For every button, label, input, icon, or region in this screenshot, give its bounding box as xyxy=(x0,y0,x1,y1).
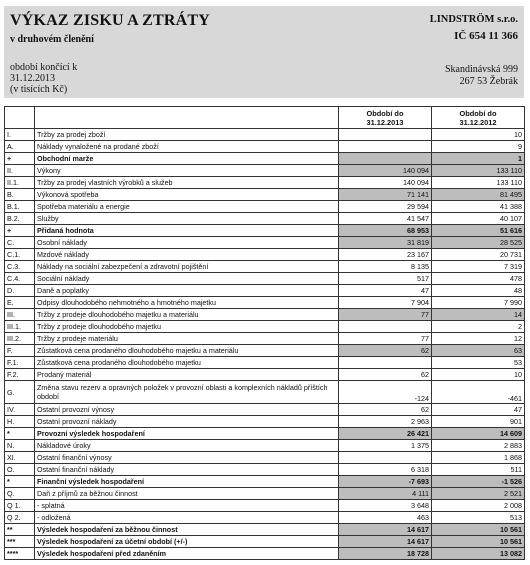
value-2013: 26 421 xyxy=(339,428,432,440)
value-2012: 47 xyxy=(432,404,525,416)
table-row xyxy=(5,201,525,213)
value-2013: 140 094 xyxy=(339,165,432,177)
row-code: II.1. xyxy=(5,177,35,189)
table-body xyxy=(5,129,525,560)
row-code: Q. xyxy=(5,488,35,500)
table-row xyxy=(5,536,525,548)
row-code: A. xyxy=(5,141,35,153)
value-2012: 20 731 xyxy=(432,249,525,261)
period-2013-label: Období do xyxy=(366,108,404,118)
value-2012: 13 082 xyxy=(432,548,525,560)
value-2012: 7 990 xyxy=(432,297,525,309)
value-2012: 133 110 xyxy=(432,165,525,177)
table-row xyxy=(5,225,525,237)
table-row xyxy=(5,189,525,201)
row-code: * xyxy=(5,428,35,440)
table-row xyxy=(5,357,525,369)
value-2013: 140 094 xyxy=(339,177,432,189)
table-row xyxy=(5,333,525,345)
row-label: Služby xyxy=(35,213,339,225)
row-label: Mzdové náklady xyxy=(35,249,339,261)
table-header-row xyxy=(5,107,525,129)
row-code: ** xyxy=(5,524,35,536)
value-2013 xyxy=(339,357,432,369)
table-row xyxy=(5,153,525,165)
row-label: Daně a poplatky xyxy=(35,285,339,297)
row-code: B.1. xyxy=(5,201,35,213)
value-2013: 517 xyxy=(339,273,432,285)
value-2013: 3 648 xyxy=(339,500,432,512)
row-label: Daň z příjmů za běžnou činnost xyxy=(35,488,339,500)
table-row xyxy=(5,500,525,512)
value-2012: 511 xyxy=(432,464,525,476)
value-2012: -461 xyxy=(432,381,525,404)
row-label: Ostatní finanční výnosy xyxy=(35,452,339,464)
table-row xyxy=(5,285,525,297)
row-label: Obchodní marže xyxy=(35,153,339,165)
value-2012: 14 xyxy=(432,309,525,321)
value-2012: 2 xyxy=(432,321,525,333)
row-code: Q 2. xyxy=(5,512,35,524)
value-2013: 23 167 xyxy=(339,249,432,261)
table-row xyxy=(5,273,525,285)
row-label: - splatná xyxy=(35,500,339,512)
row-label: Spotřeba materiálu a energie xyxy=(35,201,339,213)
table-row xyxy=(5,249,525,261)
value-2013: 77 xyxy=(339,333,432,345)
value-2013: -7 693 xyxy=(339,476,432,488)
header-label-cell xyxy=(35,107,339,129)
row-code: * xyxy=(5,476,35,488)
value-2013: 2 963 xyxy=(339,416,432,428)
value-2013: 14 617 xyxy=(339,524,432,536)
table-row xyxy=(5,129,525,141)
row-code: C.3. xyxy=(5,261,35,273)
row-label: Zůstatková cena prodaného dlouhodobého majetku a materiálu xyxy=(35,345,339,357)
value-2013 xyxy=(339,129,432,141)
row-label: - odložená xyxy=(35,512,339,524)
row-code: F.2. xyxy=(5,369,35,381)
period-units: (v tisících Kč) xyxy=(10,84,68,95)
value-2012: -1 526 xyxy=(432,476,525,488)
row-label: Výsledek hospodaření za běžnou činnost xyxy=(35,524,339,536)
period-2012-date: 31.12.2012 xyxy=(459,117,497,127)
row-label: Výsledek hospodaření před zdaněním xyxy=(35,548,339,560)
row-label: Tržby z prodeje materiálu xyxy=(35,333,339,345)
value-2012: 81 495 xyxy=(432,189,525,201)
value-2013: 68 953 xyxy=(339,225,432,237)
income-statement-table xyxy=(4,106,525,560)
row-code: G. xyxy=(5,381,35,404)
value-2013: 62 xyxy=(339,345,432,357)
value-2013: 463 xyxy=(339,512,432,524)
row-code: F. xyxy=(5,345,35,357)
row-code: III.1. xyxy=(5,321,35,333)
row-label: Osobní náklady xyxy=(35,237,339,249)
row-label: Tržby z prodeje dlouhodobého majetku xyxy=(35,321,339,333)
value-2012: 513 xyxy=(432,512,525,524)
row-label: Tržby za prodej zboží xyxy=(35,129,339,141)
row-code: + xyxy=(5,225,35,237)
row-code: C.4. xyxy=(5,273,35,285)
row-code: Q 1. xyxy=(5,500,35,512)
value-2013: 29 594 xyxy=(339,201,432,213)
row-label: Výkonová spotřeba xyxy=(35,189,339,201)
value-2012: 28 525 xyxy=(432,237,525,249)
row-label: Výsledek hospodaření za účetní období (+/-) xyxy=(35,536,339,548)
value-2012: 2 008 xyxy=(432,500,525,512)
row-code: B.2. xyxy=(5,213,35,225)
table-row xyxy=(5,416,525,428)
value-2012: 7 319 xyxy=(432,261,525,273)
row-label: Přidaná hodnota xyxy=(35,225,339,237)
address-street: Skandinávská 999 xyxy=(444,64,518,75)
row-code: C. xyxy=(5,237,35,249)
row-label: Provozní výsledek hospodaření xyxy=(35,428,339,440)
table-row xyxy=(5,452,525,464)
table-row xyxy=(5,177,525,189)
row-label: Prodaný materiál xyxy=(35,369,339,381)
value-2013: 1 375 xyxy=(339,440,432,452)
period-date: 31.12.2013 xyxy=(10,73,55,84)
row-code: **** xyxy=(5,548,35,560)
row-label: Ostatní provozní náklady xyxy=(35,416,339,428)
row-code: B. xyxy=(5,189,35,201)
table-row xyxy=(5,297,525,309)
header-period-2012 xyxy=(432,107,525,129)
row-label: Výkony xyxy=(35,165,339,177)
value-2012: 14 609 xyxy=(432,428,525,440)
value-2013: 62 xyxy=(339,404,432,416)
value-2013: 71 141 xyxy=(339,189,432,201)
row-code: + xyxy=(5,153,35,165)
value-2013: 41 547 xyxy=(339,213,432,225)
row-label: Změna stavu rezerv a opravných položek v provozní oblasti a komplexních nákladů příštích období xyxy=(35,381,339,404)
row-code: III.2. xyxy=(5,333,35,345)
value-2013: 77 xyxy=(339,309,432,321)
table-row xyxy=(5,440,525,452)
value-2013: 6 318 xyxy=(339,464,432,476)
table-row xyxy=(5,381,525,404)
row-code: *** xyxy=(5,536,35,548)
value-2013 xyxy=(339,153,432,165)
row-code: II. xyxy=(5,165,35,177)
table-row xyxy=(5,369,525,381)
row-label: Finanční výsledek hospodaření xyxy=(35,476,339,488)
value-2013: 62 xyxy=(339,369,432,381)
row-code: C.1. xyxy=(5,249,35,261)
row-code: D. xyxy=(5,285,35,297)
table-row xyxy=(5,309,525,321)
value-2012: 10 xyxy=(432,129,525,141)
table-row xyxy=(5,141,525,153)
row-code: IV. xyxy=(5,404,35,416)
value-2012: 2 883 xyxy=(432,440,525,452)
value-2012: 10 xyxy=(432,369,525,381)
table-row xyxy=(5,237,525,249)
company-id: IČ 654 11 366 xyxy=(454,30,518,42)
value-2012: 1 xyxy=(432,153,525,165)
value-2012: 10 561 xyxy=(432,536,525,548)
value-2013: 18 728 xyxy=(339,548,432,560)
value-2013: -124 xyxy=(339,381,432,404)
table-row xyxy=(5,404,525,416)
value-2012: 12 xyxy=(432,333,525,345)
table-row xyxy=(5,261,525,273)
table-row xyxy=(5,524,525,536)
table-row xyxy=(5,476,525,488)
value-2012: 133 110 xyxy=(432,177,525,189)
header-period-2013 xyxy=(339,107,432,129)
table-row xyxy=(5,428,525,440)
value-2012: 10 561 xyxy=(432,524,525,536)
value-2012: 478 xyxy=(432,273,525,285)
row-label: Tržby za prodej vlastních výrobků a služeb xyxy=(35,177,339,189)
table-row xyxy=(5,464,525,476)
row-label: Tržby z prodeje dlouhodobého majetku a materiálu xyxy=(35,309,339,321)
table-row xyxy=(5,488,525,500)
company-address xyxy=(445,64,518,88)
value-2013: 47 xyxy=(339,285,432,297)
table-row xyxy=(5,213,525,225)
value-2012: 53 xyxy=(432,357,525,369)
row-label: Nákladové úroky xyxy=(35,440,339,452)
table-row xyxy=(5,512,525,524)
report-header xyxy=(4,6,524,98)
value-2012: 48 xyxy=(432,285,525,297)
period-2013-date: 31.12.2013 xyxy=(366,117,404,127)
row-code: XI. xyxy=(5,452,35,464)
value-2013: 14 617 xyxy=(339,536,432,548)
table-row xyxy=(5,165,525,177)
report-subtitle: v druhovém členění xyxy=(10,34,94,45)
row-code: F.1. xyxy=(5,357,35,369)
header-code-cell xyxy=(5,107,35,129)
value-2013 xyxy=(339,321,432,333)
period-label: období končící k xyxy=(10,62,78,73)
table-row xyxy=(5,345,525,357)
period-info xyxy=(10,62,77,95)
row-code: E. xyxy=(5,297,35,309)
value-2013: 31 819 xyxy=(339,237,432,249)
row-code: H. xyxy=(5,416,35,428)
company-name: LINDSTRÖM s.r.o. xyxy=(429,14,518,25)
row-label: Odpisy dlouhodobého nehmotného a hmotného majetku xyxy=(35,297,339,309)
table-row xyxy=(5,321,525,333)
row-code: N. xyxy=(5,440,35,452)
table-row xyxy=(5,548,525,560)
value-2012: 2 521 xyxy=(432,488,525,500)
row-code: O. xyxy=(5,464,35,476)
value-2012: 41 388 xyxy=(432,201,525,213)
value-2012: 1 868 xyxy=(432,452,525,464)
row-code: III. xyxy=(5,309,35,321)
period-2012-label: Období do xyxy=(459,108,497,118)
row-label: Ostatní provozní výnosy xyxy=(35,404,339,416)
value-2013 xyxy=(339,141,432,153)
row-label: Náklady na sociální zabezpečení a zdravotní pojištění xyxy=(35,261,339,273)
value-2013: 8 135 xyxy=(339,261,432,273)
row-label: Zůstatková cena prodaného dlouhodobého majetku xyxy=(35,357,339,369)
value-2012: 901 xyxy=(432,416,525,428)
value-2012: 51 616 xyxy=(432,225,525,237)
row-code: I. xyxy=(5,129,35,141)
report-title: VÝKAZ ZISKU A ZTRÁTY xyxy=(10,12,211,29)
value-2013: 7 904 xyxy=(339,297,432,309)
value-2013 xyxy=(339,452,432,464)
row-label: Ostatní finanční náklady xyxy=(35,464,339,476)
value-2012: 9 xyxy=(432,141,525,153)
value-2012: 63 xyxy=(432,345,525,357)
value-2013: 4 111 xyxy=(339,488,432,500)
value-2012: 40 107 xyxy=(432,213,525,225)
row-label: Sociální náklady xyxy=(35,273,339,285)
row-label: Náklady vynaložené na prodané zboží xyxy=(35,141,339,153)
address-city: 267 53 Žebrák xyxy=(459,76,518,87)
